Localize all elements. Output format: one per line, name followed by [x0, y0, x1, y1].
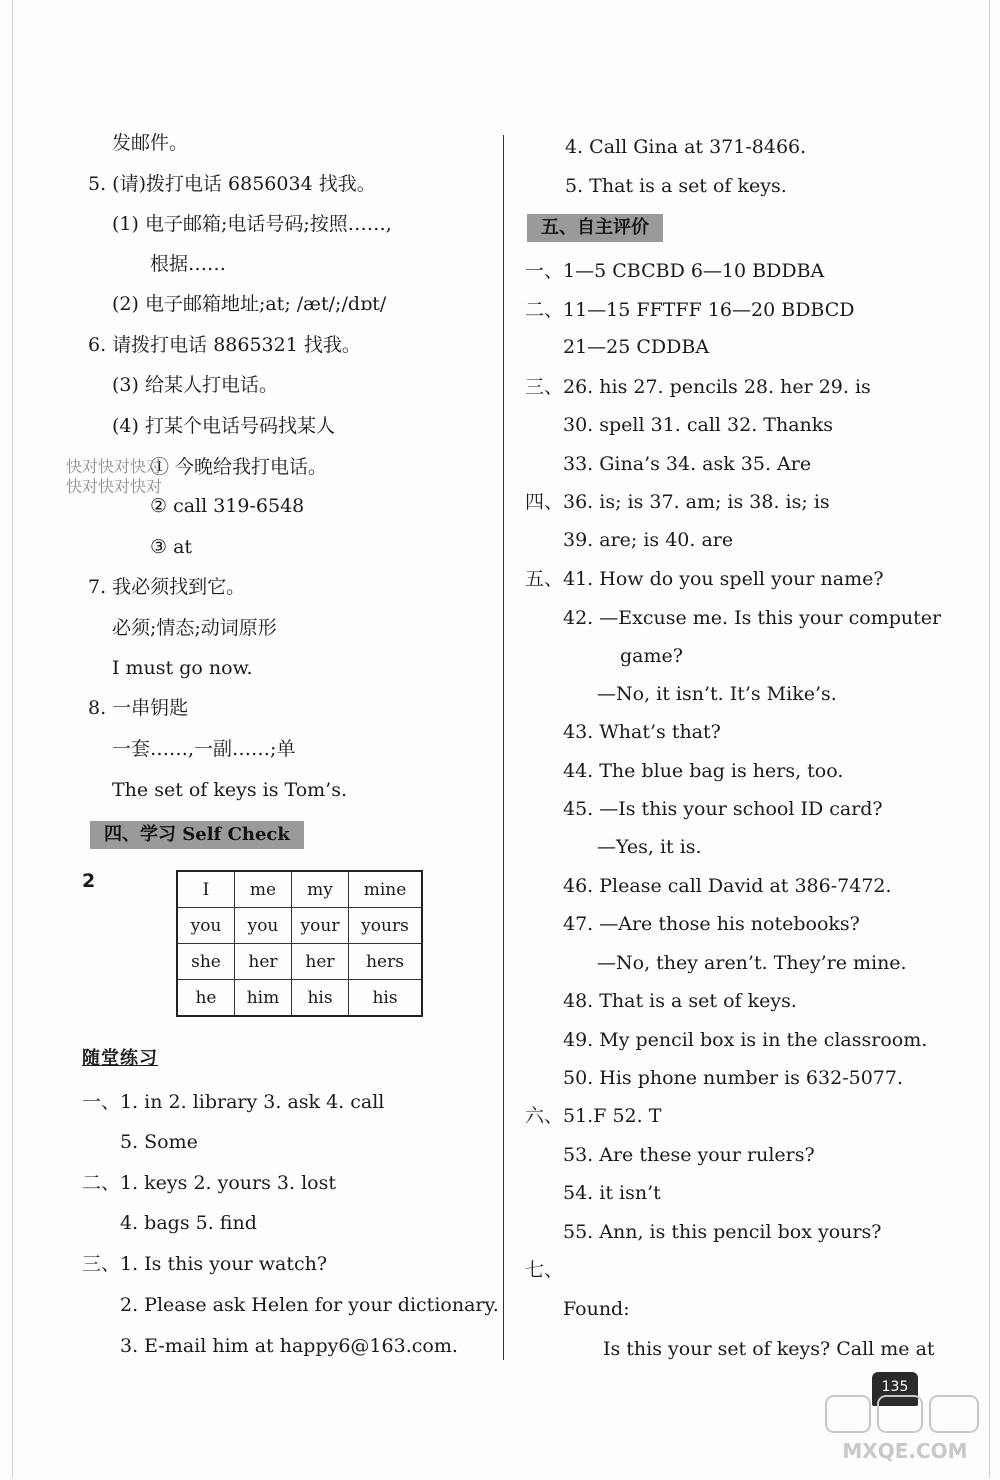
- left-line-11: ③ at: [150, 536, 193, 558]
- practice-line-5: 三、1. Is this your watch?: [82, 1253, 328, 1275]
- table-cell: me: [235, 871, 292, 908]
- column-divider: [503, 135, 504, 1360]
- table-cell: your: [292, 908, 349, 944]
- right-line-9: 五、41. How do you spell your name?: [525, 568, 884, 590]
- right-line-29: Is this your set of keys? Call me at: [603, 1338, 935, 1360]
- left-line-5: (2) 电子邮箱地址;at; /æt/;/dɒt/: [112, 293, 387, 315]
- right-line-4: 三、26. his 27. pencils 28. her 29. is: [525, 376, 871, 398]
- practice-line-3: 二、1. keys 2. yours 3. lost: [82, 1172, 336, 1194]
- right-line-20: 48. That is a set of keys.: [563, 990, 797, 1012]
- practice-line-2: 5. Some: [120, 1131, 198, 1153]
- left-line-13: 必须;情态;动词原形: [112, 617, 277, 639]
- site-logo: [820, 1390, 990, 1468]
- practice-line-4: 4. bags 5. find: [120, 1212, 257, 1234]
- right-line-8: 39. are; is 40. are: [563, 529, 734, 551]
- right-line-13: 43. What’s that?: [563, 721, 721, 743]
- right-line-17: 46. Please call David at 386-7472.: [563, 875, 892, 897]
- table-cell: I: [177, 871, 235, 908]
- page-number-badge: 135: [872, 1372, 918, 1406]
- right-line-6: 33. Gina’s 34. ask 35. Are: [563, 453, 812, 475]
- table-cell: mine: [349, 871, 423, 908]
- left-line-15: 8. 一串钥匙: [88, 697, 189, 719]
- right-top-line-2: 5. That is a set of keys.: [565, 175, 787, 197]
- left-line-14: I must go now.: [112, 657, 253, 679]
- left-line-1: 发邮件。: [112, 132, 189, 154]
- right-line-7: 四、36. is; is 37. am; is 38. is; is: [525, 491, 830, 513]
- right-line-11: game?: [620, 645, 683, 667]
- right-line-12: —No, it isn’t. It’s Mike’s.: [597, 683, 837, 705]
- practice-line-7: 3. E-mail him at happy6@163.com.: [120, 1335, 458, 1357]
- table-cell: his: [292, 980, 349, 1017]
- table-cell: yours: [349, 908, 423, 944]
- table-cell: she: [177, 944, 235, 980]
- watermark-line-1: 快对快对快对: [66, 457, 163, 476]
- right-line-24: 53. Are these your rulers?: [563, 1144, 815, 1166]
- right-line-28: Found:: [563, 1298, 630, 1320]
- right-line-16: —Yes, it is.: [597, 836, 702, 858]
- right-line-27: 七、: [525, 1259, 564, 1281]
- left-line-2: 5. (请)拨打电话 6856034 找我。: [88, 173, 376, 195]
- right-line-18: 47. —Are those his notebooks?: [563, 913, 860, 935]
- practice-line-6: 2. Please ask Helen for your dictionary.: [120, 1294, 499, 1316]
- table-row: [177, 908, 422, 944]
- right-line-1: 一、1—5 CBCBD 6—10 BDDBA: [525, 260, 825, 282]
- watermark-line-2: 快对快对快对: [66, 477, 163, 496]
- right-line-23: 六、51.F 52. T: [525, 1105, 662, 1127]
- practice-heading: 随堂练习: [82, 1048, 158, 1069]
- left-line-6: 6. 请拨打电话 8865321 找我。: [88, 334, 361, 356]
- right-line-5: 30. spell 31. call 32. Thanks: [563, 414, 834, 436]
- svg-text:MXQE.COM: MXQE.COM: [842, 1439, 968, 1463]
- table-cell: his: [349, 980, 423, 1017]
- table-cell: you: [177, 908, 235, 944]
- left-line-9: ① 今晚给我打电话。: [150, 456, 328, 478]
- right-line-26: 55. Ann, is this pencil box yours?: [563, 1221, 882, 1243]
- pronoun-table: [176, 870, 423, 1017]
- right-top-line-1: 4. Call Gina at 371-8466.: [565, 136, 807, 158]
- left-line-4: 根据……: [150, 253, 227, 275]
- table-cell: my: [292, 871, 349, 908]
- self-assessment-heading: 五、自主评价: [527, 214, 663, 242]
- table-row: [177, 944, 422, 980]
- table-cell: you: [235, 908, 292, 944]
- table-row: [177, 871, 422, 908]
- table-cell: him: [235, 980, 292, 1017]
- right-line-15: 45. —Is this your school ID card?: [563, 798, 883, 820]
- left-line-16: 一套……,一副……;单: [112, 738, 296, 760]
- practice-line-1: 一、1. in 2. library 3. ask 4. call: [82, 1091, 385, 1113]
- left-line-17: The set of keys is Tom’s.: [112, 779, 348, 801]
- left-line-8: (4) 打某个电话号码找某人: [112, 415, 335, 437]
- right-line-19: —No, they aren’t. They’re mine.: [597, 952, 907, 974]
- table-cell: her: [235, 944, 292, 980]
- left-line-7: (3) 给某人打电话。: [112, 374, 278, 396]
- left-line-10: ② call 319-6548: [150, 495, 305, 517]
- table-row: [177, 980, 422, 1017]
- table-cell: hers: [349, 944, 423, 980]
- right-line-22: 50. His phone number is 632-5077.: [563, 1067, 904, 1089]
- right-line-14: 44. The blue bag is hers, too.: [563, 760, 844, 782]
- self-check-heading: 四、学习 Self Check: [90, 821, 304, 849]
- right-line-2: 二、11—15 FFTFF 16—20 BDBCD: [525, 299, 855, 321]
- left-line-12: 7. 我必须找到它。: [88, 576, 246, 598]
- table-cell: her: [292, 944, 349, 980]
- right-line-10: 42. —Excuse me. Is this your computer: [563, 607, 942, 629]
- left-line-3: (1) 电子邮箱;电话号码;按照……,: [112, 213, 392, 235]
- right-line-3: 21—25 CDDBA: [563, 336, 710, 358]
- right-line-25: 54. it isn’t: [563, 1182, 661, 1204]
- right-line-21: 49. My pencil box is in the classroom.: [563, 1029, 928, 1051]
- question-number: 2: [82, 870, 96, 892]
- table-cell: he: [177, 980, 235, 1017]
